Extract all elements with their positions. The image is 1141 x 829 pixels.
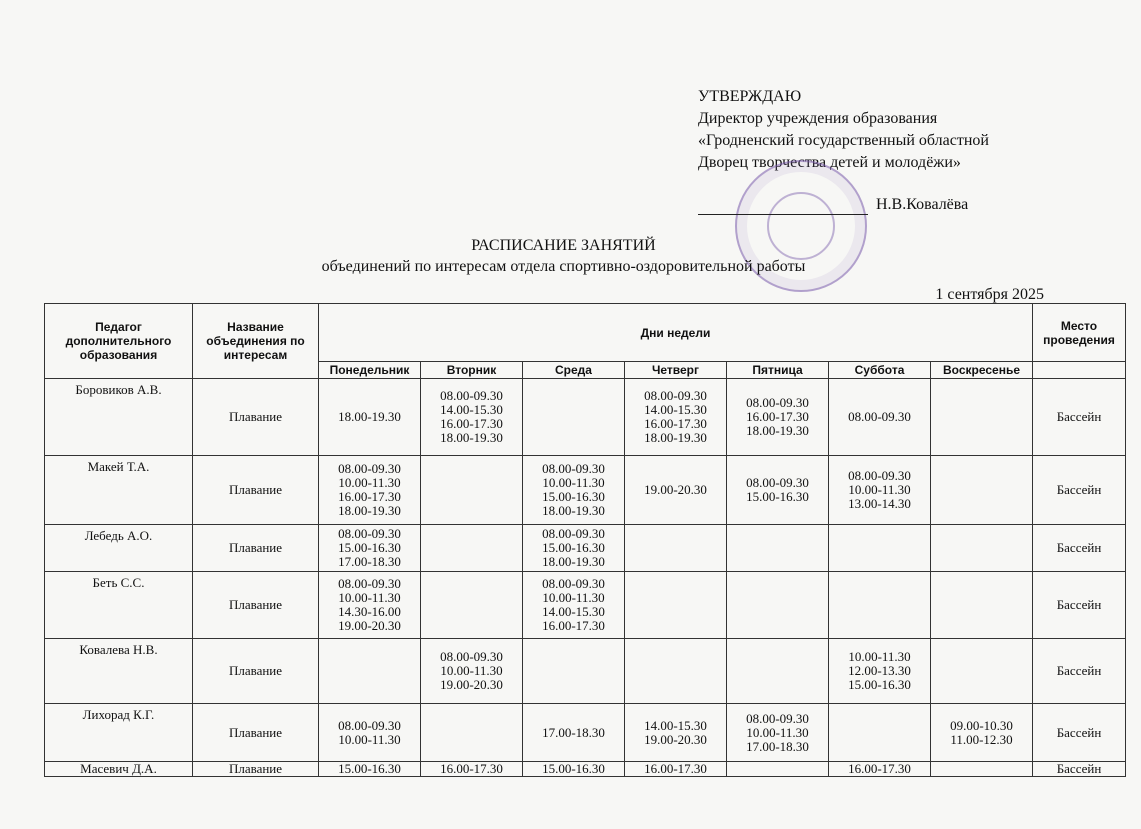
time-slot: 18.00-19.30: [746, 423, 809, 438]
time-cell-tue: [421, 379, 523, 456]
time-cell-thu: [625, 456, 727, 525]
time-slot: 08.00-09.30: [848, 468, 911, 483]
time-slot: 08.00-09.30: [440, 649, 503, 664]
schedule-table: [44, 303, 1126, 777]
time-slot: 10.00-11.30: [440, 663, 503, 678]
place-cell: Бассейн: [1033, 762, 1126, 777]
time-slot: 08.00-09.30: [542, 576, 605, 591]
teacher-cell: Беть С.С.: [45, 572, 193, 639]
time-slot: 08.00-09.30: [440, 388, 503, 403]
time-slot: 11.00-12.30: [950, 731, 1013, 747]
time-cell-tue: [421, 525, 523, 572]
table-row: [45, 456, 1126, 525]
teacher-cell: Боровиков А.В.: [45, 379, 193, 456]
place-cell: Бассейн: [1033, 525, 1126, 572]
time-cell-mon: [319, 762, 421, 777]
document-subtitle: объединений по интересам отдела спортивно-оздоровительной работы: [321, 258, 806, 275]
time-cell-sat: [829, 456, 931, 525]
group-cell: Плавание: [193, 639, 319, 704]
header-days: Дни недели: [319, 304, 1033, 362]
time-slot: 16.00-17.30: [440, 416, 503, 431]
group-cell: Плавание: [193, 456, 319, 525]
time-cell-mon: [319, 456, 421, 525]
time-cell-wed: [523, 639, 625, 704]
time-cell-wed: [523, 456, 625, 525]
time-slot: 10.00-11.30: [848, 649, 911, 664]
time-slot: 10.00-11.30: [746, 724, 809, 740]
place-cell: Бассейн: [1033, 639, 1126, 704]
time-slot: 18.00-19.30: [542, 554, 605, 569]
time-slot: 16.00-17.30: [746, 409, 809, 424]
time-cell-mon: [319, 572, 421, 639]
time-slot: 15.00-16.30: [542, 761, 605, 776]
header-fri: Пятница: [727, 362, 829, 379]
teacher-cell: Лихорад К.Г.: [45, 704, 193, 762]
time-slot: 14.00-15.30: [644, 717, 707, 733]
time-cell-sat: [829, 639, 931, 704]
time-slot: 10.00-11.30: [338, 590, 401, 605]
header-tue: Вторник: [421, 362, 523, 379]
time-cell-sun: [931, 525, 1033, 572]
time-slot: 14.30-16.00: [338, 604, 401, 619]
time-slot: 15.00-16.30: [338, 761, 401, 776]
time-slot: 08.00-09.30: [542, 526, 605, 541]
time-cell-fri: [727, 525, 829, 572]
header-sun: Воскресенье: [931, 362, 1033, 379]
time-slot: 16.00-17.30: [848, 761, 911, 776]
document-title: РАСПИСАНИЕ ЗАНЯТИЙ: [471, 237, 656, 254]
table-row: [45, 704, 1126, 762]
time-cell-tue: [421, 762, 523, 777]
time-cell-tue: [421, 456, 523, 525]
time-cell-thu: [625, 704, 727, 762]
time-cell-thu: [625, 762, 727, 777]
time-slot: 16.00-17.30: [440, 761, 503, 776]
time-slot: 15.00-16.30: [542, 540, 605, 555]
time-cell-sat: [829, 762, 931, 777]
table-row: [45, 572, 1126, 639]
time-cell-fri: [727, 762, 829, 777]
teacher-cell: Масевич Д.А.: [45, 762, 193, 777]
place-cell: Бассейн: [1033, 456, 1126, 525]
time-slot: 16.00-17.30: [644, 416, 707, 431]
time-slot: 19.00-20.30: [644, 731, 707, 747]
time-slot: 08.00-09.30: [746, 710, 809, 726]
approval-heading: УТВЕРЖДАЮ: [698, 88, 802, 105]
time-cell-fri: [727, 572, 829, 639]
time-slot: 17.00-18.30: [542, 724, 605, 740]
time-slot: 10.00-11.30: [848, 482, 911, 497]
time-slot: 17.00-18.30: [338, 554, 401, 569]
time-slot: 14.00-15.30: [542, 604, 605, 619]
place-cell: Бассейн: [1033, 379, 1126, 456]
time-slot: 10.00-11.30: [338, 475, 401, 490]
time-slot: 12.00-13.30: [848, 663, 911, 678]
time-cell-mon: [319, 379, 421, 456]
header-wed: Среда: [523, 362, 625, 379]
place-cell: Бассейн: [1033, 704, 1126, 762]
time-slot: 16.00-17.30: [542, 618, 605, 633]
time-cell-wed: [523, 525, 625, 572]
time-cell-sun: [931, 762, 1033, 777]
time-cell-mon: [319, 525, 421, 572]
time-slot: 19.00-20.30: [644, 482, 707, 497]
time-slot: 08.00-09.30: [338, 461, 401, 476]
approval-block: [698, 86, 989, 174]
time-slot: 08.00-09.30: [542, 461, 605, 476]
time-cell-fri: [727, 639, 829, 704]
time-slot: 08.00-09.30: [746, 395, 809, 410]
time-slot: 08.00-09.30: [644, 388, 707, 403]
time-cell-wed: [523, 762, 625, 777]
time-cell-sun: [931, 639, 1033, 704]
time-slot: 13.00-14.30: [848, 496, 911, 511]
group-cell: Плавание: [193, 525, 319, 572]
time-slot: 10.00-11.30: [338, 731, 401, 747]
time-cell-fri: [727, 379, 829, 456]
time-cell-tue: [421, 704, 523, 762]
place-cell: Бассейн: [1033, 572, 1126, 639]
approval-position: Директор учреждения образования: [698, 110, 938, 127]
time-slot: 08.00-09.30: [746, 475, 809, 490]
time-cell-thu: [625, 572, 727, 639]
time-cell-wed: [523, 379, 625, 456]
time-cell-sun: [931, 379, 1033, 456]
time-cell-sun: [931, 456, 1033, 525]
time-slot: 09.00-10.30: [950, 717, 1013, 733]
signer-name: Н.В.Ковалёва: [876, 196, 969, 213]
teacher-cell: Лебедь А.О.: [45, 525, 193, 572]
time-slot: 08.00-09.30: [338, 576, 401, 591]
teacher-cell: Макей Т.А.: [45, 456, 193, 525]
document-date: 1 сентября 2025: [935, 286, 1044, 303]
table-row: [45, 762, 1126, 777]
time-cell-thu: [625, 639, 727, 704]
time-slot: 15.00-16.30: [338, 540, 401, 555]
approval-org-line1: «Гродненский государственный областной: [698, 132, 989, 149]
time-slot: 14.00-15.30: [644, 402, 707, 417]
time-cell-thu: [625, 379, 727, 456]
table-row: [45, 525, 1126, 572]
time-cell-sat: [829, 572, 931, 639]
time-slot: 18.00-19.30: [440, 430, 503, 445]
time-slot: 08.00-09.30: [848, 409, 911, 424]
time-slot: 08.00-09.30: [338, 717, 401, 733]
group-cell: Плавание: [193, 572, 319, 639]
time-slot: 10.00-11.30: [542, 475, 605, 490]
approval-org-line2: Дворец творчества детей и молодёжи»: [698, 154, 961, 171]
teacher-cell: Ковалева Н.В.: [45, 639, 193, 704]
header-teacher: Педагог дополнительного образования: [45, 304, 193, 379]
time-cell-mon: [319, 639, 421, 704]
time-slot: 15.00-16.30: [746, 489, 809, 504]
time-cell-fri: [727, 456, 829, 525]
time-cell-tue: [421, 639, 523, 704]
header-thu: Четверг: [625, 362, 727, 379]
time-slot: 18.00-19.30: [338, 503, 401, 518]
time-cell-sat: [829, 525, 931, 572]
group-cell: Плавание: [193, 379, 319, 456]
time-slot: 15.00-16.30: [848, 677, 911, 692]
time-cell-wed: [523, 704, 625, 762]
header-place: Место проведения: [1033, 304, 1126, 362]
time-cell-tue: [421, 572, 523, 639]
header-mon: Понедельник: [319, 362, 421, 379]
time-cell-wed: [523, 572, 625, 639]
time-slot: 18.00-19.30: [644, 430, 707, 445]
header-sat: Суббота: [829, 362, 931, 379]
time-cell-sat: [829, 704, 931, 762]
time-slot: 18.00-19.30: [338, 409, 401, 424]
table-row: [45, 639, 1126, 704]
time-slot: 17.00-18.30: [746, 738, 809, 754]
time-slot: 19.00-20.30: [338, 618, 401, 633]
time-cell-sat: [829, 379, 931, 456]
time-cell-fri: [727, 704, 829, 762]
header-place-blank: [1033, 362, 1126, 379]
time-slot: 14.00-15.30: [440, 402, 503, 417]
table-row: [45, 379, 1126, 456]
time-cell-thu: [625, 525, 727, 572]
signature-line: [698, 214, 868, 215]
header-group: Название объединения по интересам: [193, 304, 319, 379]
time-cell-mon: [319, 704, 421, 762]
group-cell: Плавание: [193, 704, 319, 762]
time-cell-sun: [931, 572, 1033, 639]
time-slot: 18.00-19.30: [542, 503, 605, 518]
time-slot: 10.00-11.30: [542, 590, 605, 605]
time-slot: 08.00-09.30: [338, 526, 401, 541]
group-cell: Плавание: [193, 762, 319, 777]
time-slot: 16.00-17.30: [644, 761, 707, 776]
time-slot: 16.00-17.30: [338, 489, 401, 504]
time-cell-sun: [931, 704, 1033, 762]
time-slot: 15.00-16.30: [542, 489, 605, 504]
time-slot: 19.00-20.30: [440, 677, 503, 692]
